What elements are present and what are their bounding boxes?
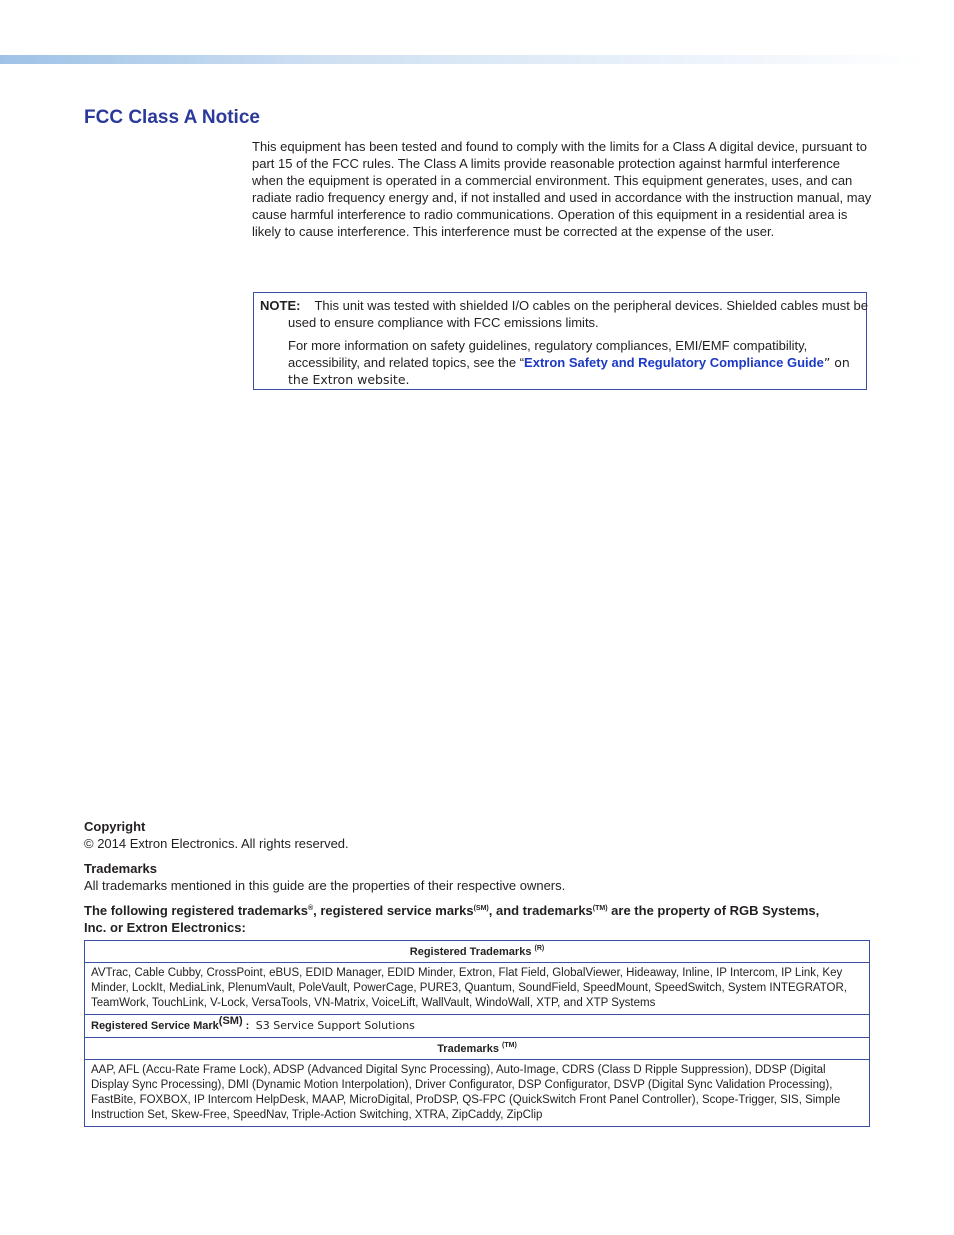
registered-header-sup: (R)	[534, 945, 545, 952]
note-box	[253, 292, 867, 390]
header-gradient-bar	[0, 55, 930, 64]
note-text-2-before: For more information on safety guidelines, regulatory compliances, EMI/EMF compatibility, accessibility, and related topics, see the “	[288, 338, 808, 370]
fcc-heading: FCC Class A Notice	[84, 107, 260, 128]
tm-list-row	[85, 1060, 870, 1127]
note-label: NOTE:	[260, 298, 301, 313]
tm-header-label: Trademarks	[437, 1043, 499, 1055]
note-text-2-after: ” on the Extron website.	[288, 355, 850, 387]
trademark-symbol: (TM)	[592, 905, 608, 912]
ownership-text-1: The following registered trademarks	[84, 903, 308, 918]
service-mark-row	[85, 1015, 870, 1038]
tm-header-sup: (TM)	[502, 1042, 517, 1049]
trademarks-header	[85, 1038, 870, 1060]
registered-list-row	[85, 963, 870, 1015]
trademarks-list: AAP, AFL (Accu-Rate Frame Lock), ADSP (Advanced Digital Sync Processing), Auto-Image, CDRS (Class D Ripple Suppression), DDSP (Digital Display Sync Processing), DMI (Dynamic Motion Interpolation), Driver Configurator, DSP Configurator, DSVP (Digital Sync Validation Processing), FastBite, FOXBOX, IP Intercom HelpDesk, MAAP, MicroDigital, ProDSP, QS-FPC (QuickSwitch Front Panel Controller), Scope-Trigger, SIS, Simple Instruction Set, Skew-Free, SpeedNav, Triple-Action Switching, XTRA, ZipCaddy, ZipClip	[85, 1060, 870, 1127]
service-mark-colon: :	[242, 1020, 250, 1032]
tm-header-row	[85, 1038, 870, 1060]
trademarks-title: Trademarks	[84, 861, 157, 876]
copyright-text: © 2014 Extron Electronics. All rights reserved.	[84, 836, 349, 851]
note-paragraph-1	[260, 297, 888, 331]
service-mark-label: Registered Service Mark	[91, 1020, 219, 1032]
registered-symbol: ®	[307, 905, 314, 912]
ownership-text-2: , registered service marks	[313, 903, 474, 918]
service-mark-cell	[85, 1015, 870, 1038]
service-mark-value: S3 Service Support Solutions	[255, 1019, 415, 1032]
ownership-text-3: , and trademarks	[488, 903, 593, 918]
service-mark-symbol: (SM)	[473, 905, 489, 912]
registered-header-row	[85, 941, 870, 963]
service-mark-sup: (SM)	[218, 1015, 243, 1027]
fcc-body-text: This equipment has been tested and found to comply with the limits for a Class A digital device, pursuant to part 15 of the FCC rules. The Class A limits provide reasonable protection against harmful interference when the equipment is operated in a commercial environment. This equipment generates, uses, and can radiate radio frequency energy and, if not installed and used in accordance with the instruction manual, may cause harmful interference to radio communications. Operation of this equipment in a residential area is likely to cause interference. This interference must be corrected at the expense of the user.	[252, 139, 872, 239]
note-paragraph-2	[288, 337, 862, 388]
registered-trademarks-header	[85, 941, 870, 963]
note-text-1: This unit was tested with shielded I/O cables on the peripheral devices. Shielded cables must be used to ensure compliance with FCC emissions limits.	[288, 298, 868, 330]
compliance-guide-link[interactable]: Extron Safety and Regulatory Compliance Guide	[524, 355, 824, 370]
registered-header-label: Registered Trademarks	[409, 946, 532, 958]
trademarks-table	[84, 940, 870, 1127]
trademark-ownership-statement	[84, 902, 844, 936]
copyright-title: Copyright	[84, 819, 146, 834]
trademarks-text: All trademarks mentioned in this guide are the properties of their respective owners.	[84, 878, 566, 893]
ownership-text-4: are the property of RGB Systems, Inc. or Extron Electronics:	[84, 903, 820, 935]
registered-trademarks-list: AVTrac, Cable Cubby, CrossPoint, eBUS, EDID Manager, EDID Minder, Extron, Flat Field, GlobalViewer, Hideaway, Inline, IP Intercom, IP Link, Key Minder, LockIt, MediaLink, PlenumVault, PoleVault, PowerCage, PURE3, Quantum, SoundField, SpeedMount, SpeedSwitch, System INTEGRATOR, TeamWork, TouchLink, V-Lock, VersaTools, VN-Matrix, VoiceLift, WallVault, WindoWall, XTP, and XTP Systems	[85, 963, 870, 1015]
